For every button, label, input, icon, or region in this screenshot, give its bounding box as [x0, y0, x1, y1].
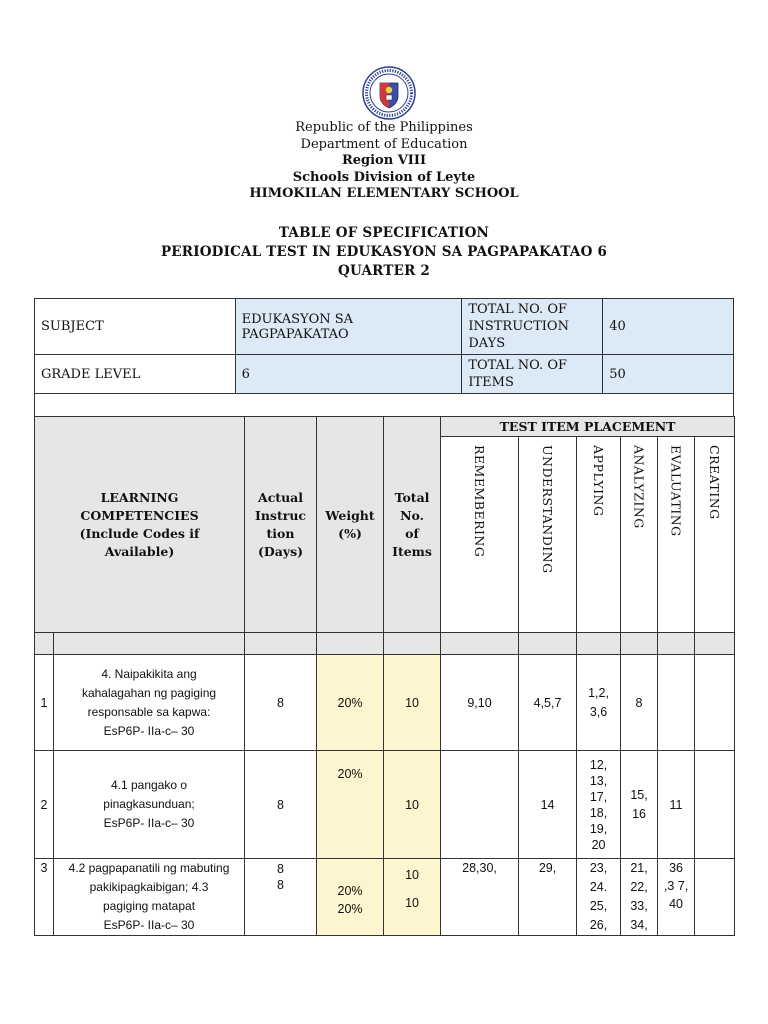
- evaluating-cell: 36 ,3 7, 40: [658, 859, 695, 936]
- weight-header-text: Weight (%): [325, 507, 375, 541]
- row-number: 3: [35, 859, 54, 936]
- level-applying-text: APPLYING: [591, 445, 607, 517]
- spacer-cell: [519, 633, 577, 655]
- competencies-header: [35, 417, 245, 633]
- competency-cell: [54, 859, 245, 936]
- weight-header: [317, 417, 384, 633]
- school-line: HIMOKILAN ELEMENTARY SCHOOL: [249, 186, 519, 201]
- weight-text: 20% 20%: [337, 884, 363, 916]
- spacer-cell: [384, 633, 441, 655]
- republic-line: Republic of the Philippines: [295, 120, 473, 135]
- level-analyzing-text: ANALYZING: [631, 445, 647, 529]
- creating-cell: [695, 859, 735, 936]
- grade-label: GRADE LEVEL: [35, 355, 236, 394]
- title-line-2: PERIODICAL TEST IN EDUKASYON SA PAGPAPAKATAO 6: [160, 244, 608, 260]
- understanding-cell: 4,5,7: [519, 655, 577, 751]
- actual-days-header: [245, 417, 317, 633]
- remembering-cell: [441, 751, 519, 859]
- spacer-cell: [441, 633, 519, 655]
- title-line-3: QUARTER 2: [337, 263, 431, 279]
- days-cell: 8: [245, 751, 317, 859]
- spacer-cell: [54, 633, 245, 655]
- analyzing-cell: 15, 16: [621, 751, 658, 859]
- spacer-cell: [577, 633, 621, 655]
- level-understanding: [519, 437, 577, 633]
- applying-cell: 23, 24. 25, 26,: [577, 859, 621, 936]
- level-creating-text: CREATING: [707, 445, 723, 520]
- competency-code: EsP6P- IIa-c– 30: [103, 723, 195, 738]
- spacer-cell: [245, 633, 317, 655]
- competency-text: 4. Naipakikita ang kahalagahan ng pagiging responsable sa kapwa:: [81, 666, 217, 719]
- spacer-cell: [35, 633, 54, 655]
- table-row: [35, 859, 735, 936]
- spacer-cell: [658, 633, 695, 655]
- items-cell: 10: [384, 751, 441, 859]
- creating-cell: [695, 751, 735, 859]
- items-cell: 10: [384, 655, 441, 751]
- table-row: [35, 655, 735, 751]
- level-understanding-text: UNDERSTANDING: [540, 445, 556, 574]
- items-text: 10 10: [405, 868, 419, 910]
- competency-text: 4.2 pagpapanatili ng mabuting pakikipagkaibigan; 4.3 pagiging matapat: [68, 861, 230, 913]
- level-analyzing: [621, 437, 658, 633]
- row-number: 1: [35, 655, 54, 751]
- competency-code: EsP6P- IIa-c– 30: [103, 918, 195, 932]
- analyzing-cell: 8: [621, 655, 658, 751]
- days-text: 8 8: [277, 862, 284, 892]
- weight-text: 20%: [337, 767, 363, 781]
- level-evaluating-text: EVALUATING: [668, 445, 684, 537]
- remembering-cell: 28,30,: [441, 859, 519, 936]
- letterhead: [0, 120, 768, 203]
- table-row: [35, 751, 735, 859]
- weight-cell: [317, 751, 384, 859]
- subject-value: EDUKASYON SA PAGPAPAKATAO: [235, 299, 462, 355]
- creating-cell: [695, 655, 735, 751]
- deped-seal-icon: [362, 66, 416, 120]
- title-line-1: TABLE OF SPECIFICATION: [278, 225, 490, 241]
- understanding-cell: 29,: [519, 859, 577, 936]
- competencies-header-text: LEARNING COMPETENCIES (Include Codes if Available): [79, 489, 200, 559]
- remembering-cell: 9,10: [441, 655, 519, 751]
- row-number: 2: [35, 751, 54, 859]
- actual-days-header-text: Actual Instruc tion (Days): [254, 489, 307, 559]
- analyzing-cell: 21, 22, 33, 34,: [621, 859, 658, 936]
- level-applying: [577, 437, 621, 633]
- specification-table: [34, 416, 735, 936]
- spacer-cell: [621, 633, 658, 655]
- days-cell: [245, 859, 317, 936]
- department-line: Department of Education: [300, 136, 468, 152]
- competency-code: EsP6P- IIa-c– 30: [103, 816, 195, 830]
- level-creating: [695, 437, 735, 633]
- document-title: [0, 224, 768, 281]
- competency-cell: [54, 751, 245, 859]
- info-table: [34, 298, 734, 422]
- level-remembering: [441, 437, 519, 633]
- level-remembering-text: REMEMBERING: [472, 445, 488, 558]
- total-items-value: 50: [603, 355, 734, 394]
- evaluating-cell: 11: [658, 751, 695, 859]
- total-items-header: [384, 417, 441, 633]
- competency-text: 4.1 pangako o pinagkasunduan;: [103, 778, 195, 811]
- region-line: Region VIII: [341, 153, 427, 168]
- total-items-label: TOTAL NO. OF ITEMS: [462, 355, 603, 394]
- division-line: Schools Division of Leyte: [292, 169, 476, 185]
- understanding-cell: 14: [519, 751, 577, 859]
- spacer-cell: [317, 633, 384, 655]
- level-evaluating: [658, 437, 695, 633]
- evaluating-cell: [658, 655, 695, 751]
- applying-cell: 1,2, 3,6: [577, 655, 621, 751]
- total-items-header-text: Total No. of Items: [392, 489, 432, 559]
- subject-label: SUBJECT: [35, 299, 236, 355]
- weight-cell: 20%: [317, 655, 384, 751]
- weight-cell: [317, 859, 384, 936]
- items-cell: [384, 859, 441, 936]
- test-item-placement-header: TEST ITEM PLACEMENT: [441, 417, 735, 437]
- days-cell: 8: [245, 655, 317, 751]
- competency-cell: [54, 655, 245, 751]
- instruction-days-label: TOTAL NO. OF INSTRUCTION DAYS: [462, 299, 603, 355]
- grade-value: 6: [235, 355, 462, 394]
- spacer-cell: [695, 633, 735, 655]
- applying-cell: 12, 13, 17, 18, 19, 20: [577, 751, 621, 859]
- instruction-days-value: 40: [603, 299, 734, 355]
